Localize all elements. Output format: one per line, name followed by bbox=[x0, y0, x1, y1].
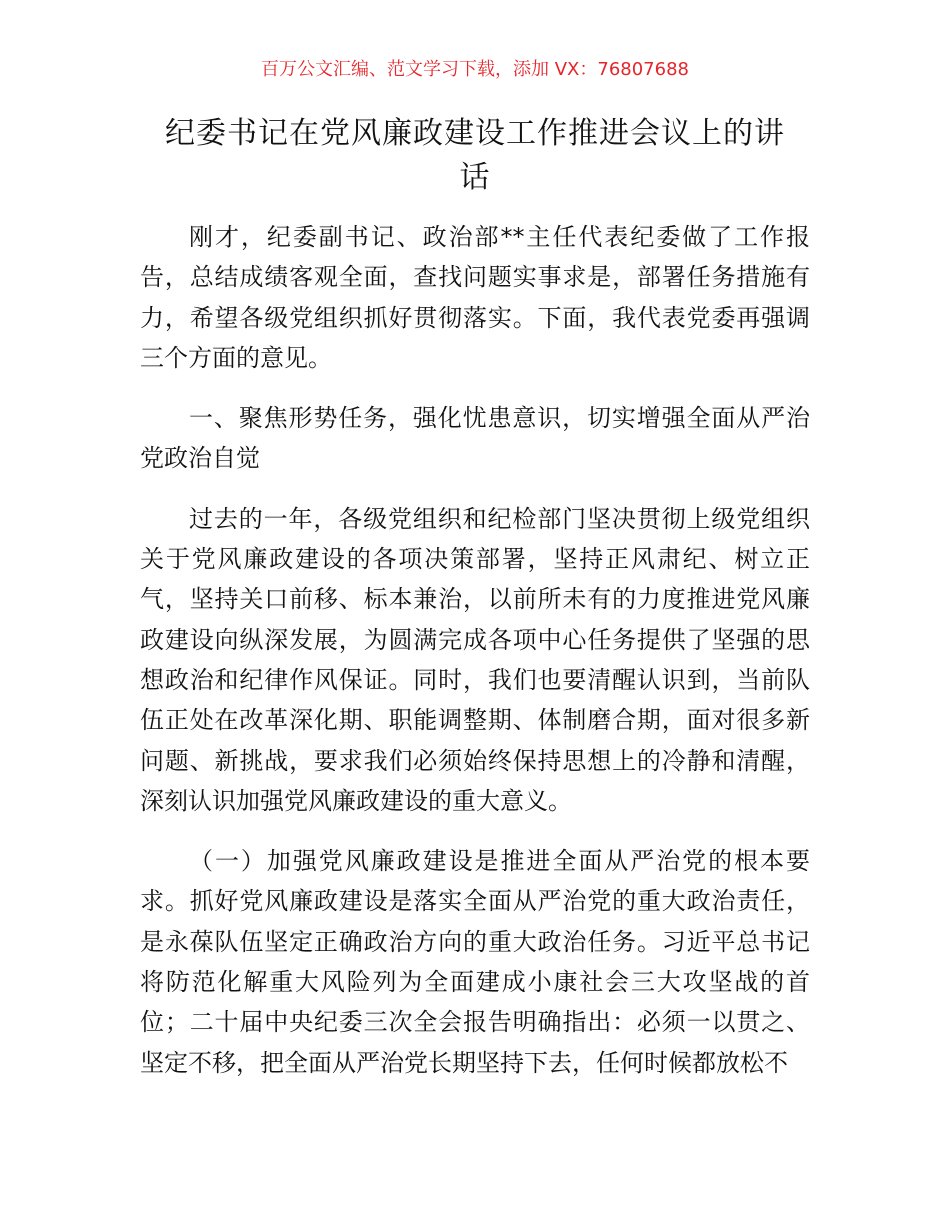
text-line: 问题、新挑战，要求我们必须始终保持思想上的冷静和清醒， bbox=[140, 746, 810, 775]
text-line: 将防范化解重大风险列为全面建成小康社会三大攻坚战的首 bbox=[140, 968, 810, 997]
text-line: 刚才，纪委副书记、政治部**主任代表纪委做了工作报 bbox=[189, 223, 810, 251]
text-line: 力，希望各级党组织抓好贯彻落实。下面，我代表党委再强调 bbox=[140, 303, 810, 332]
paragraph bbox=[140, 841, 810, 1083]
text-line: 是永葆队伍坚定正确政治方向的重大政治任务。习近平总书记 bbox=[140, 927, 810, 956]
text-line: 政建设向纵深发展，为圆满完成各项中心任务提供了坚强的思 bbox=[140, 625, 810, 654]
text-line: 关于党风廉政建设的各项决策部署，坚持正风肃纪、树立正 bbox=[140, 545, 810, 574]
text-line: 三个方面的意见。 bbox=[140, 343, 332, 372]
text-line: 位；二十届中央纪委三次全会报告明确指出：必须一以贯之、 bbox=[140, 1008, 810, 1037]
document-body bbox=[140, 217, 810, 1103]
text-line: 伍正处在改革深化期、职能调整期、体制磨合期，面对很多新 bbox=[140, 706, 810, 735]
title-line: 纪委书记在党风廉政建设工作推进会议上的讲 bbox=[165, 116, 785, 151]
title-line: 话 bbox=[459, 160, 491, 195]
text-line: 党政治自觉 bbox=[140, 444, 260, 473]
text-line: 深刻认识加强党风廉政建设的重大意义。 bbox=[140, 786, 572, 815]
text-line: 坚定不移，把全面从严治党长期坚持下去，任何时候都放松不 bbox=[140, 1048, 788, 1077]
text-line: 想政治和纪律作风保证。同时，我们也要清醒认识到，当前队 bbox=[140, 665, 810, 694]
section-heading bbox=[140, 398, 810, 479]
text-line: 告，总结成绩客观全面，查找问题实事求是，部署任务措施有 bbox=[140, 263, 810, 292]
document-title bbox=[140, 112, 810, 200]
text-line: 过去的一年，各级党组织和纪检部门坚决贯彻上级党组织 bbox=[189, 504, 810, 533]
watermark-banner: 百万公文汇编、范文学习下载，添加 VX：76807688 bbox=[261, 59, 689, 80]
text-line: （一）加强党风廉政建设是推进全面从严治党的根本要 bbox=[189, 847, 810, 876]
paragraph bbox=[140, 217, 810, 378]
text-line: 求。抓好党风廉政建设是落实全面从严治党的重大政治责任， bbox=[140, 887, 810, 916]
text-line: 一、聚焦形势任务，强化忧患意识，切实增强全面从严治 bbox=[189, 404, 810, 433]
text-line: 气，坚持关口前移、标本兼治，以前所未有的力度推进党风廉 bbox=[140, 585, 810, 614]
paragraph bbox=[140, 499, 810, 821]
